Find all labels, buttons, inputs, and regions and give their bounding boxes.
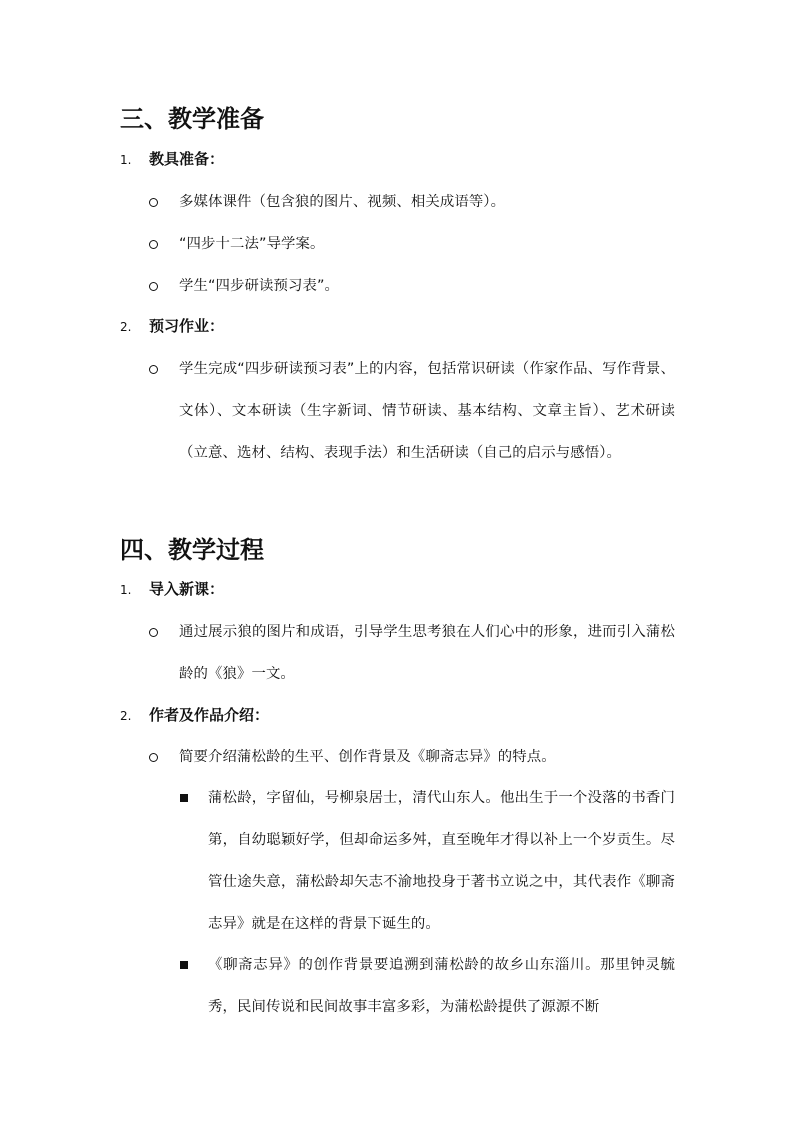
list-item-text: 学生完成“四步研读预习表”上的内容，包括常识研读（作家作品、写作背景、文体）、文本研读（生字新词、情节研读、基本结构、文章主旨）、艺术研读（立意、选材、结构、表现手法）和生活研读（自己的启示与感悟）。	[179, 361, 675, 461]
hollow-bullet-icon	[149, 240, 158, 249]
lesson-intro-heading: 导入新课：	[149, 580, 225, 598]
list-number: 2.	[120, 709, 132, 723]
sub-list-item-text: 《聊斋志异》的创作背景要追溯到蒲松龄的故乡山东淄川。那里钟灵毓秀，民间传说和民间故事丰富多彩，为蒲松龄提供了源源不断	[208, 957, 675, 1015]
hollow-bullet-icon	[149, 365, 158, 374]
list-number: 2.	[120, 320, 132, 334]
section-3-heading: 三、教学准备	[120, 105, 264, 133]
list-item-text: 学生“四步研读预习表”。	[179, 278, 340, 294]
list-item-text: 简要介绍蒲松龄的生平、创作背景及《聊斋志异》的特点。	[179, 749, 556, 765]
hollow-bullet-icon	[149, 628, 158, 637]
list-number: 1.	[120, 583, 132, 597]
section-4-heading: 四、教学过程	[120, 536, 264, 564]
square-bullet-icon	[180, 961, 188, 969]
preview-homework-heading: 预习作业：	[149, 317, 225, 335]
square-bullet-icon	[180, 794, 188, 802]
list-item-text: 通过展示狼的图片和成语，引导学生思考狼在人们心中的形象，进而引入蒲松龄的《狼》一文。	[179, 624, 675, 682]
hollow-bullet-icon	[149, 198, 158, 207]
list-item-text: “四步十二法”导学案。	[179, 236, 325, 252]
hollow-bullet-icon	[149, 753, 158, 762]
list-number: 1.	[120, 153, 132, 167]
list-item-text: 多媒体课件（包含狼的图片、视频、相关成语等）。	[179, 194, 506, 210]
teaching-tools-heading: 教具准备：	[149, 150, 225, 168]
hollow-bullet-icon	[149, 282, 158, 291]
author-works-heading: 作者及作品介绍：	[149, 706, 270, 724]
sub-list-item-text: 蒲松龄，字留仙，号柳泉居士，清代山东人。他出生于一个没落的书香门第，自幼聪颖好学，但却命运多舛，直至晚年才得以补上一个岁贡生。尽管仕途失意，蒲松龄却矢志不渝地投身于著书立说之中，其代表作《聊斋志异》就是在这样的背景下诞生的。	[208, 790, 675, 932]
